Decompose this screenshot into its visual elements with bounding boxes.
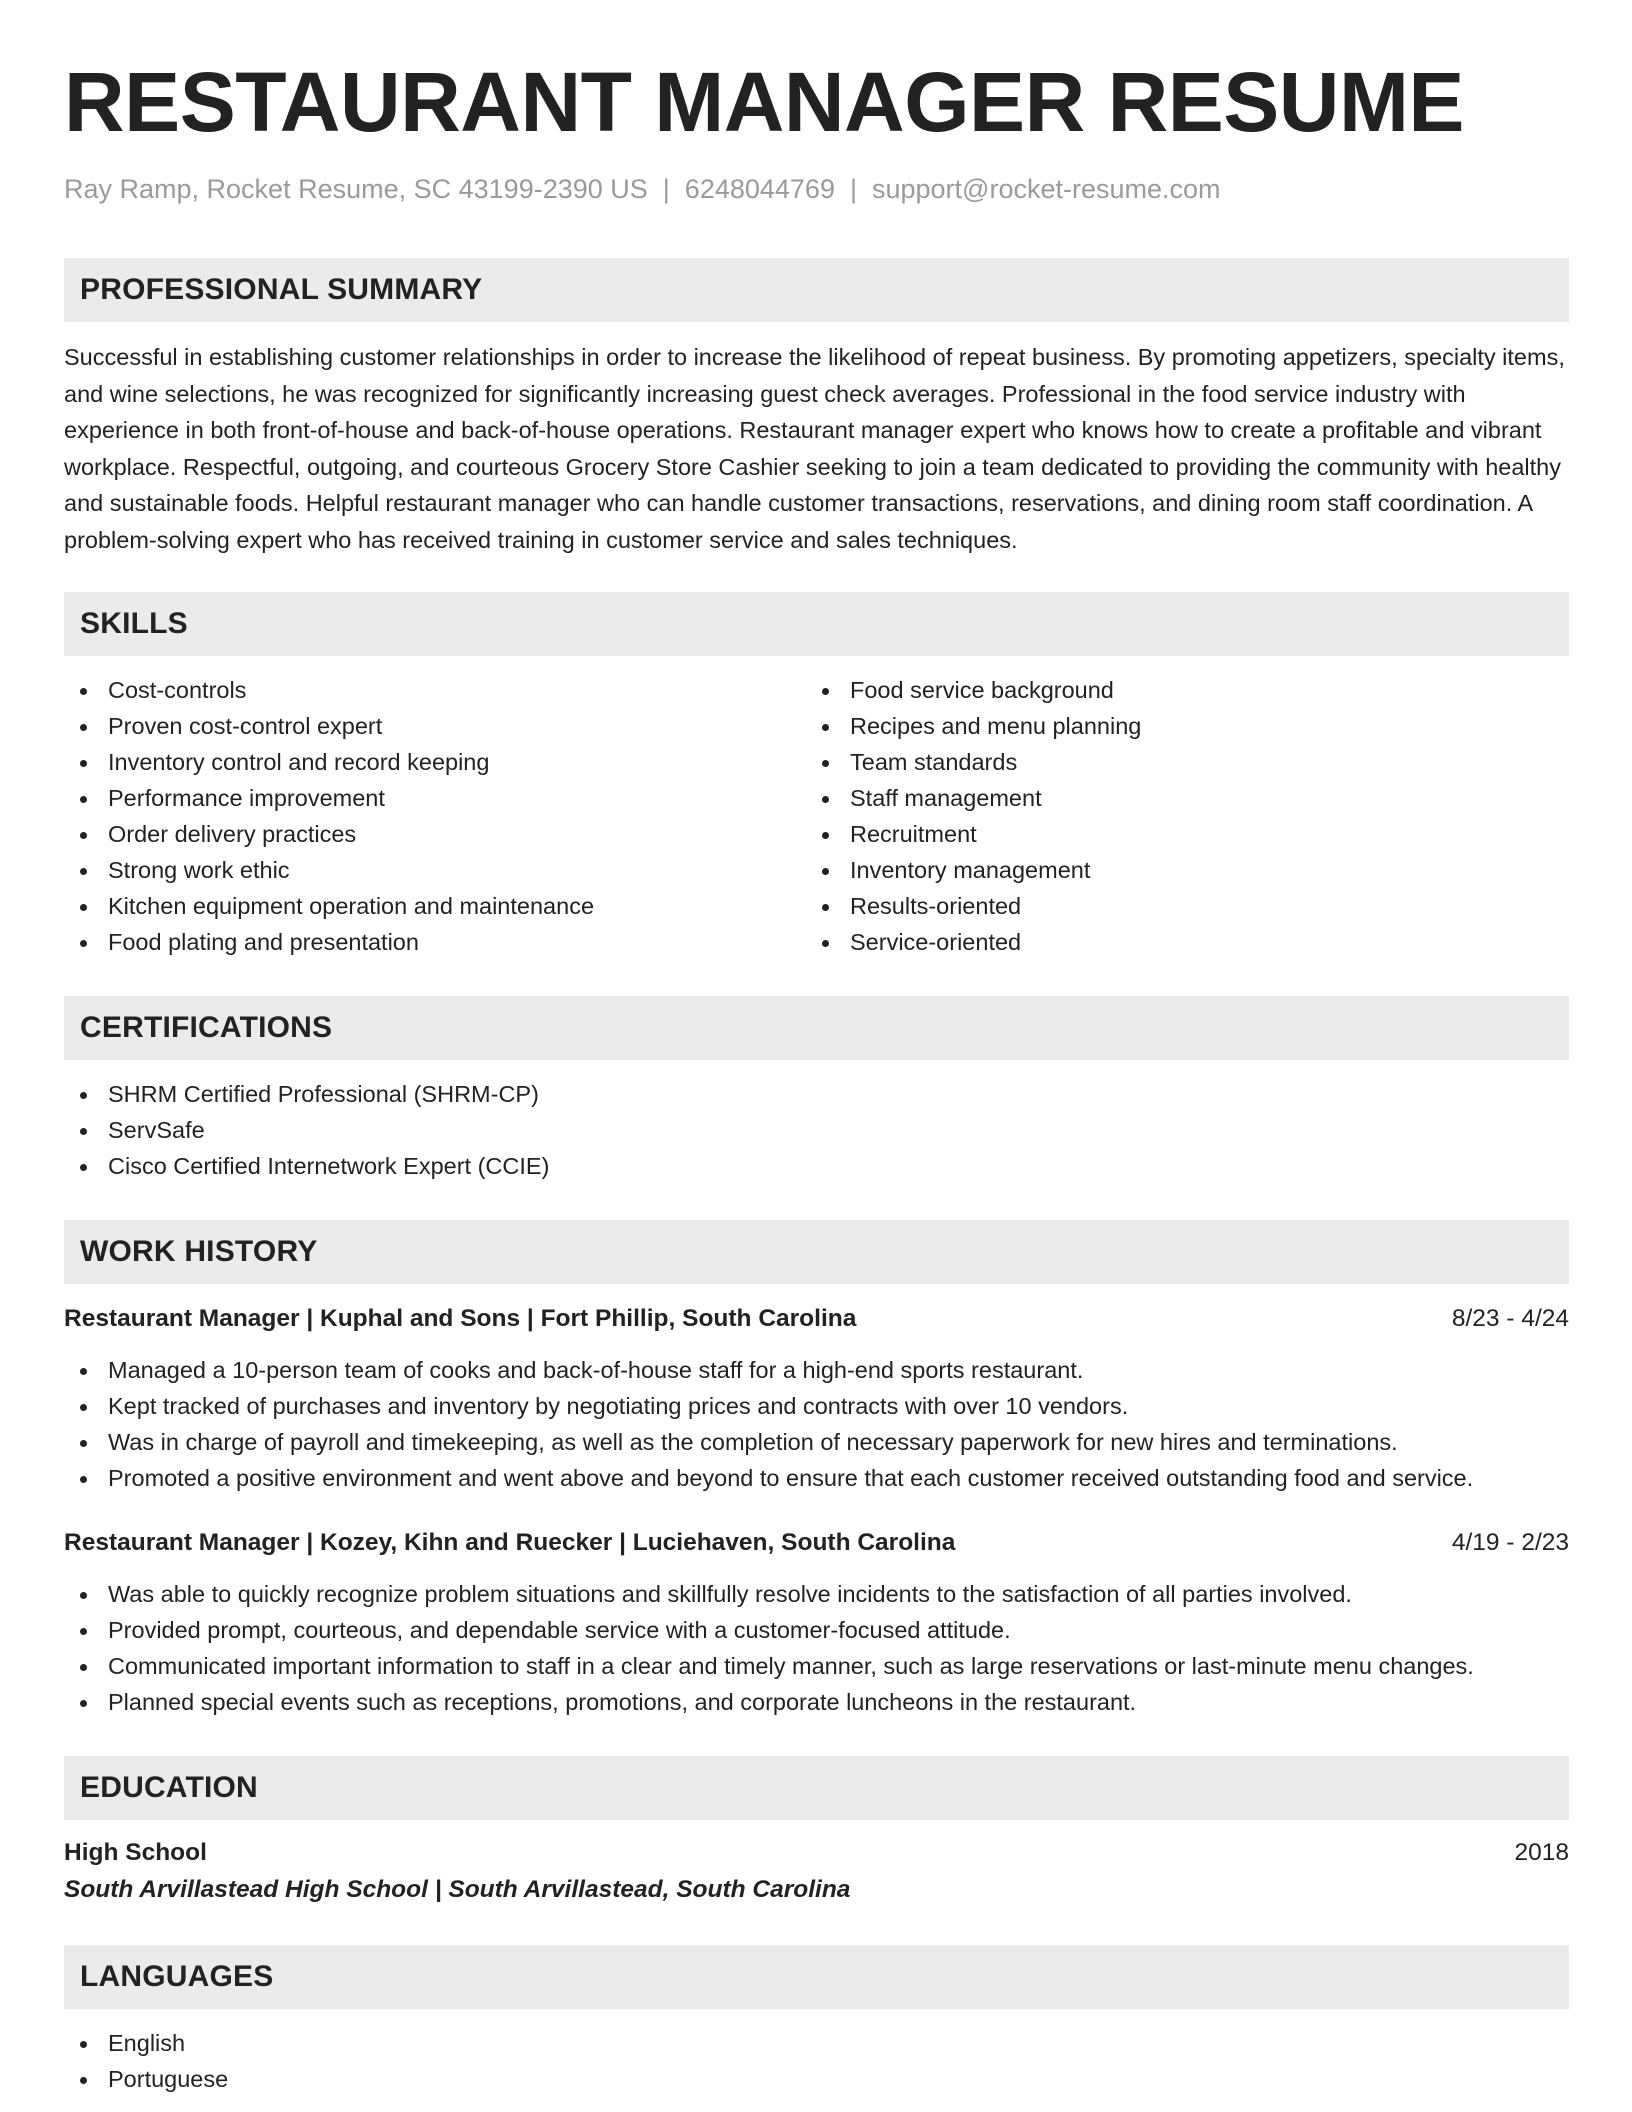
certifications-heading: CERTIFICATIONS <box>80 1011 333 1044</box>
job-bullet: Was in charge of payroll and timekeeping, as well as the completion of necessary paperwork for new hires and terminations. <box>64 1424 1569 1460</box>
skill-item: Food service background <box>806 672 1548 708</box>
education-entry <box>64 1836 1569 1907</box>
job-title: Restaurant Manager | Kozey, Kihn and Ruecker | Luciehaven, South Carolina <box>64 1529 956 1556</box>
summary-text: Successful in establishing customer relationships in order to increase the likelihood of repeat business. By promoting appetizers, specialty items, and wine selections, he was recognized for significantly increasing guest check averages. Professional in the food service industry with experience in both front-of-house and back-of-house operations. Restaurant manager expert who knows how to create a profitable and vibrant workplace. Respectful, outgoing, and courteous Grocery Store Cashier seeking to join a team dedicated to providing the community with healthy and sustainable foods. Helpful restaurant manager who can handle customer transactions, reservations, and dining room staff coordination. A problem-solving expert who has received training in customer service and sales techniques. <box>64 344 1565 553</box>
work-section-header <box>64 1220 1569 1284</box>
skill-item: Results-oriented <box>806 888 1548 924</box>
contact-email: support@rocket-resume.com <box>871 174 1221 204</box>
skill-item: Proven cost-control expert <box>64 708 806 744</box>
job-bullet: Communicated important information to staff in a clear and timely manner, such as large reservations or last-minute menu changes. <box>64 1648 1569 1684</box>
skills-heading: SKILLS <box>80 607 188 640</box>
certification-item: ServSafe <box>64 1112 1569 1148</box>
skill-item: Cost-controls <box>64 672 806 708</box>
education-degree: High School <box>64 1839 207 1866</box>
work-heading: WORK HISTORY <box>80 1235 318 1268</box>
education-header <box>64 1836 1569 1870</box>
skills-grid <box>64 672 1569 960</box>
skill-item: Strong work ethic <box>64 852 806 888</box>
contact-separator: | <box>849 174 857 204</box>
job-entry <box>64 1302 1569 1496</box>
language-item: English <box>64 2025 1569 2061</box>
education-section-header <box>64 1756 1569 1820</box>
skill-item: Order delivery practices <box>64 816 806 852</box>
skills-right-list <box>806 672 1548 960</box>
job-bullet: Kept tracked of purchases and inventory by negotiating prices and contracts with over 10 vendors. <box>64 1388 1569 1424</box>
job-entry <box>64 1526 1569 1720</box>
contact-line <box>64 172 1569 206</box>
job-header <box>64 1526 1569 1560</box>
summary-section-header <box>64 258 1569 322</box>
languages-heading: LANGUAGES <box>80 1960 274 1993</box>
job-dates: 4/19 - 2/23 <box>1451 1529 1569 1556</box>
languages-section-header <box>64 1945 1569 2009</box>
skill-item: Inventory management <box>806 852 1548 888</box>
job-bullet: Managed a 10-person team of cooks and back-of-house staff for a high-end sports restaurant. <box>64 1352 1569 1388</box>
skill-item: Food plating and presentation <box>64 924 806 960</box>
contact-separator: | <box>662 174 670 204</box>
skill-item: Service-oriented <box>806 924 1548 960</box>
certifications-list <box>64 1076 1569 1184</box>
skill-item: Performance improvement <box>64 780 806 816</box>
job-bullet: Was able to quickly recognize problem situations and skillfully resolve incidents to the satisfaction of all parties involved. <box>64 1576 1569 1612</box>
skill-item: Team standards <box>806 744 1548 780</box>
certification-item: Cisco Certified Internetwork Expert (CCIE) <box>64 1148 1569 1184</box>
education-school: South Arvillastead High School | South Arvillastead, South Carolina <box>64 1876 851 1903</box>
job-title: Restaurant Manager | Kuphal and Sons | Fort Phillip, South Carolina <box>64 1305 857 1332</box>
job-bullet: Promoted a positive environment and went above and beyond to ensure that each customer received outstanding food and service. <box>64 1460 1569 1496</box>
job-dates: 8/23 - 4/24 <box>1451 1305 1569 1332</box>
skills-left-list <box>64 672 806 960</box>
certifications-section-header <box>64 996 1569 1060</box>
certification-item: SHRM Certified Professional (SHRM-CP) <box>64 1076 1569 1112</box>
job-bullet: Provided prompt, courteous, and dependable service with a customer-focused attitude. <box>64 1612 1569 1648</box>
contact-address: Ray Ramp, Rocket Resume, SC 43199-2390 US <box>64 174 648 204</box>
summary-heading: PROFESSIONAL SUMMARY <box>80 273 483 306</box>
languages-list <box>64 2025 1569 2097</box>
language-item: Portuguese <box>64 2061 1569 2097</box>
skill-item: Recipes and menu planning <box>806 708 1548 744</box>
skill-item: Inventory control and record keeping <box>64 744 806 780</box>
job-bullets <box>64 1576 1569 1720</box>
job-bullet: Planned special events such as receptions, promotions, and corporate luncheons in the restaurant. <box>64 1684 1569 1720</box>
skill-item: Recruitment <box>806 816 1548 852</box>
contact-phone: 6248044769 <box>684 174 835 204</box>
resume-title: RESTAURANT MANAGER RESUME <box>64 55 1464 149</box>
job-bullets <box>64 1352 1569 1496</box>
education-year: 2018 <box>1514 1839 1569 1866</box>
job-header <box>64 1302 1569 1336</box>
skill-item: Kitchen equipment operation and maintenance <box>64 888 806 924</box>
skill-item: Staff management <box>806 780 1548 816</box>
resume-page <box>64 52 1569 2097</box>
education-heading: EDUCATION <box>80 1771 258 1804</box>
skills-section-header <box>64 592 1569 656</box>
